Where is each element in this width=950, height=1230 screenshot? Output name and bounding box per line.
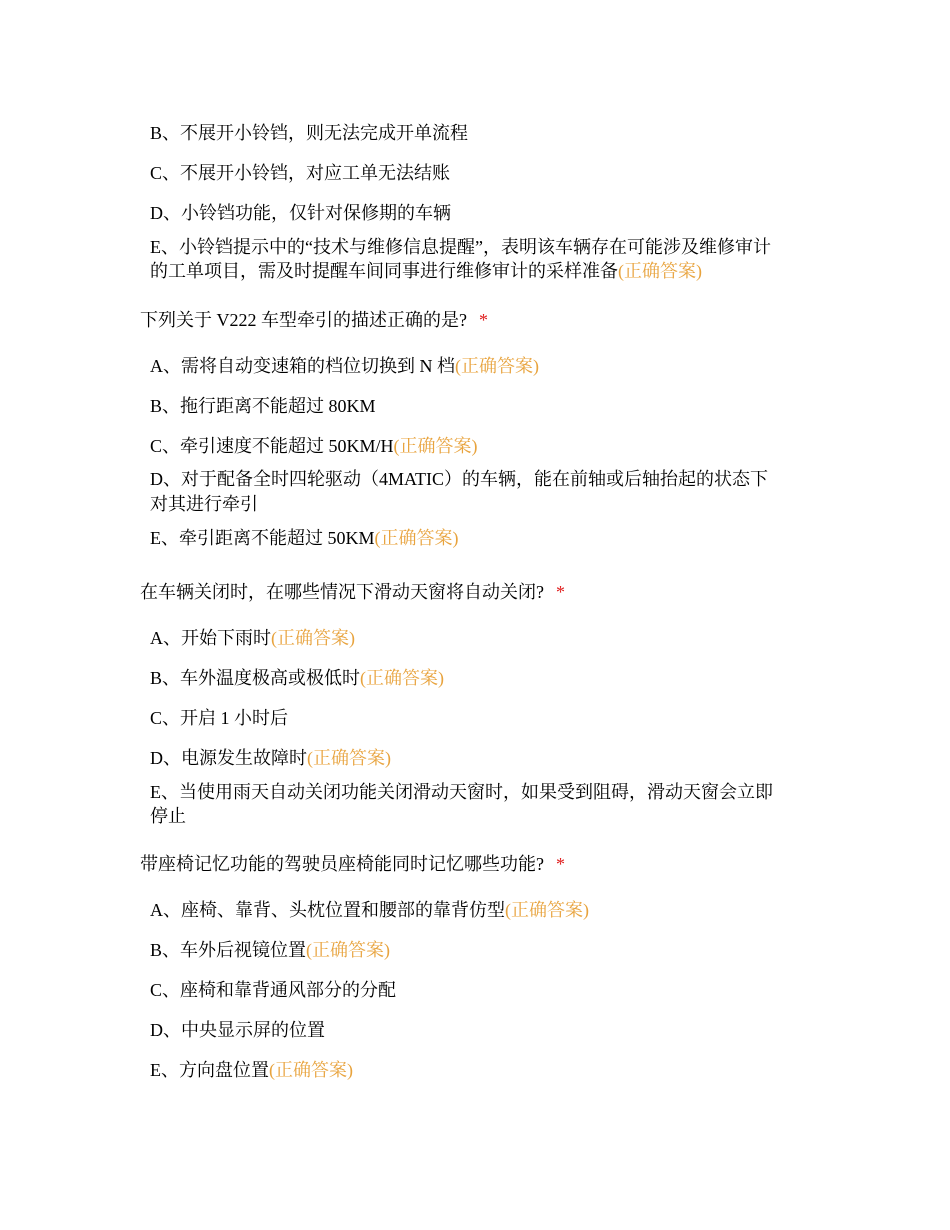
correct-answer-marker: (正确答案) [618,261,702,281]
question-text: 带座椅记忆功能的驾驶员座椅能同时记忆哪些功能? [140,854,544,874]
question-title [140,580,565,604]
correct-answer-marker: (正确答案) [307,748,391,768]
option-e [150,780,773,804]
option-text: C、开启 1 小时后 [150,708,289,728]
option-e [150,1058,353,1082]
option-b [150,121,468,145]
option-text: D、小铃铛功能，仅针对保修期的车辆 [150,203,451,223]
option-text: D、对于配备全时四轮驱动（4MATIC）的车辆，能在前轴或后轴抬起的状态下 [150,469,768,489]
required-marker: * [479,310,488,330]
question-text: 在车辆关闭时，在哪些情况下滑动天窗将自动关闭? [140,582,544,602]
option-a [150,626,355,650]
option-d-continued [150,492,258,516]
option-e [150,235,771,259]
option-text: D、电源发生故障时 [150,748,307,768]
option-text: 的工单项目，需及时提醒车间同事进行维修审计的采样准备 [150,261,618,281]
option-text: B、拖行距离不能超过 80KM [150,396,376,416]
option-b [150,938,390,962]
correct-answer-marker: (正确答案) [505,900,589,920]
option-d [150,1018,325,1042]
option-d [150,746,391,770]
correct-answer-marker: (正确答案) [455,356,539,376]
option-text: D、中央显示屏的位置 [150,1020,325,1040]
option-text: C、座椅和靠背通风部分的分配 [150,980,397,1000]
option-e-continued [150,259,702,283]
question-text: 下列关于 V222 车型牵引的描述正确的是? [140,310,467,330]
option-b [150,666,444,690]
option-text: A、需将自动变速箱的档位切换到 N 档 [150,356,455,376]
correct-answer-marker: (正确答案) [306,940,391,960]
option-d [150,467,768,491]
option-c [150,161,450,185]
option-d [150,201,451,225]
correct-answer-marker: (正确答案) [374,528,459,548]
option-text: C、牵引速度不能超过 50KM/H [150,436,394,456]
option-text: E、小铃铛提示中的“技术与维修信息提醒”，表明该车辆存在可能涉及维修审计 [150,237,771,257]
option-text: E、当使用雨天自动关闭功能关闭滑动天窗时，如果受到阻碍，滑动天窗会立即 [150,782,773,802]
question-title [140,852,565,876]
option-c [150,434,478,458]
required-marker: * [556,854,565,874]
option-text: B、车外温度极高或极低时 [150,668,361,688]
option-text: 对其进行牵引 [150,494,258,514]
option-text: 停止 [150,806,186,826]
option-c [150,706,288,730]
option-b [150,394,376,418]
option-text: B、不展开小铃铛，则无法完成开单流程 [150,123,469,143]
option-a [150,354,539,378]
option-e [150,526,459,550]
correct-answer-marker: (正确答案) [269,1060,353,1080]
correct-answer-marker: (正确答案) [393,436,478,456]
option-text: E、牵引距离不能超过 50KM [150,528,375,548]
required-marker: * [556,582,565,602]
correct-answer-marker: (正确答案) [360,668,445,688]
option-text: B、车外后视镜位置 [150,940,307,960]
option-c [150,978,396,1002]
option-text: A、座椅、靠背、头枕位置和腰部的靠背仿型 [150,900,505,920]
option-text: A、开始下雨时 [150,628,271,648]
option-a [150,898,589,922]
option-text: E、方向盘位置 [150,1060,269,1080]
option-text: C、不展开小铃铛，对应工单无法结账 [150,163,451,183]
option-e-continued [150,804,186,828]
correct-answer-marker: (正确答案) [271,628,355,648]
question-title [140,308,488,332]
